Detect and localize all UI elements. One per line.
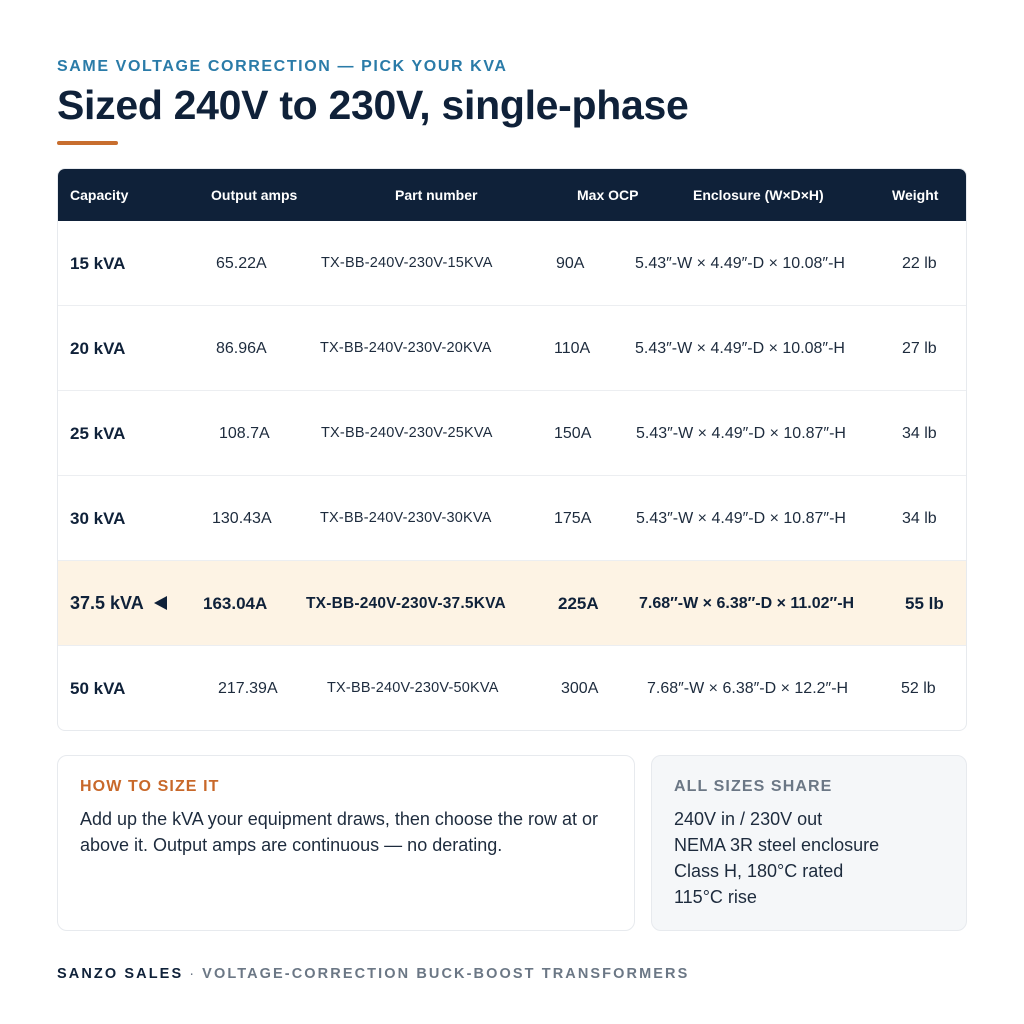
- sizing-table: [57, 168, 967, 731]
- output-amps-cell: 108.7A: [219, 425, 270, 442]
- part-number-cell: TX-BB-240V-230V-20KVA: [320, 340, 492, 356]
- enclosure-cell: 5.43″-W × 4.49″-D × 10.87″-H: [636, 425, 846, 442]
- capacity-cell: 37.5 kVA: [70, 561, 167, 646]
- column-header-capacity: Capacity: [70, 187, 129, 203]
- column-header-weight: Weight: [892, 187, 939, 203]
- weight-cell: 34 lb: [902, 510, 937, 527]
- column-header-max-ocp: Max OCP: [577, 187, 639, 203]
- list-item: 240V in / 230V out: [674, 809, 823, 829]
- capacity-cell: 50 kVA: [70, 679, 126, 698]
- left-pointing-triangle-icon: [154, 596, 167, 610]
- table-row[interactable]: [58, 221, 967, 306]
- table-row[interactable]: [58, 646, 967, 731]
- shared-specs-list: [674, 806, 879, 910]
- footer-tagline: VOLTAGE-CORRECTION BUCK-BOOST TRANSFORMERS: [202, 966, 690, 982]
- capacity-cell: 30 kVA: [70, 509, 126, 528]
- footer-separator: ·: [189, 966, 197, 982]
- output-amps-cell: 130.43A: [212, 510, 272, 527]
- list-item: Class H, 180°C rated: [674, 861, 844, 881]
- column-header-enclosure: Enclosure (W×D×H): [693, 187, 824, 203]
- how-to-size-card: [57, 755, 635, 931]
- max-ocp-cell: 90A: [556, 255, 585, 272]
- part-number-cell: TX-BB-240V-230V-15KVA: [321, 255, 493, 271]
- part-number-cell: TX-BB-240V-230V-37.5KVA: [306, 595, 506, 612]
- footer: [57, 966, 689, 982]
- weight-cell: 27 lb: [902, 340, 937, 357]
- all-sizes-share-card: [651, 755, 967, 931]
- enclosure-cell: 7.68″-W × 6.38″-D × 12.2″-H: [647, 680, 849, 697]
- all-sizes-share-heading: ALL SIZES SHARE: [674, 778, 833, 795]
- part-number-cell: TX-BB-240V-230V-50KVA: [327, 680, 499, 696]
- column-header-output-amps: Output amps: [211, 187, 298, 203]
- enclosure-cell: 5.43″-W × 4.49″-D × 10.08″-H: [635, 255, 845, 272]
- enclosure-cell: 7.68″-W × 6.38″-D × 11.02″-H: [639, 595, 855, 612]
- part-number-cell: TX-BB-240V-230V-30KVA: [320, 510, 492, 526]
- table-row-selected[interactable]: [58, 561, 967, 646]
- column-header-part-number: Part number: [395, 187, 478, 203]
- capacity-cell: 25 kVA: [70, 424, 126, 443]
- weight-cell: 34 lb: [902, 425, 937, 442]
- weight-cell: 52 lb: [901, 680, 936, 697]
- part-number-cell: TX-BB-240V-230V-25KVA: [321, 425, 493, 441]
- output-amps-cell: 217.39A: [218, 680, 278, 697]
- max-ocp-cell: 110A: [554, 340, 591, 357]
- output-amps-cell: 86.96A: [216, 340, 267, 357]
- capacity-cell: 15 kVA: [70, 254, 126, 273]
- max-ocp-cell: 175A: [554, 510, 592, 527]
- weight-cell: 22 lb: [902, 255, 937, 272]
- output-amps-cell: 163.04A: [203, 594, 268, 613]
- page-title: Sized 240V to 230V, single-phase: [57, 82, 689, 128]
- title-underline: [57, 141, 118, 145]
- table-row[interactable]: [58, 476, 967, 561]
- table-row[interactable]: [58, 306, 967, 391]
- how-to-size-heading: HOW TO SIZE IT: [80, 778, 220, 795]
- brand-name: SANZO SALES: [57, 966, 184, 982]
- list-item: NEMA 3R steel enclosure: [674, 835, 880, 855]
- list-item: 115°C rise: [674, 887, 757, 907]
- max-ocp-cell: 225A: [558, 594, 599, 613]
- how-to-size-body: Add up the kVA your equipment draws, then choose the row at or above it. Output amps are continuous — no derating.: [80, 809, 598, 855]
- table-row[interactable]: [58, 391, 967, 476]
- output-amps-cell: 65.22A: [216, 255, 267, 272]
- enclosure-cell: 5.43″-W × 4.49″-D × 10.08″-H: [635, 340, 845, 357]
- weight-cell: 55 lb: [905, 594, 944, 613]
- enclosure-cell: 5.43″-W × 4.49″-D × 10.87″-H: [636, 510, 846, 527]
- max-ocp-cell: 300A: [561, 680, 599, 697]
- max-ocp-cell: 150A: [554, 425, 592, 442]
- eyebrow-label: SAME VOLTAGE CORRECTION — PICK YOUR KVA: [57, 58, 508, 75]
- table-header: [58, 169, 967, 221]
- capacity-cell: 20 kVA: [70, 339, 126, 358]
